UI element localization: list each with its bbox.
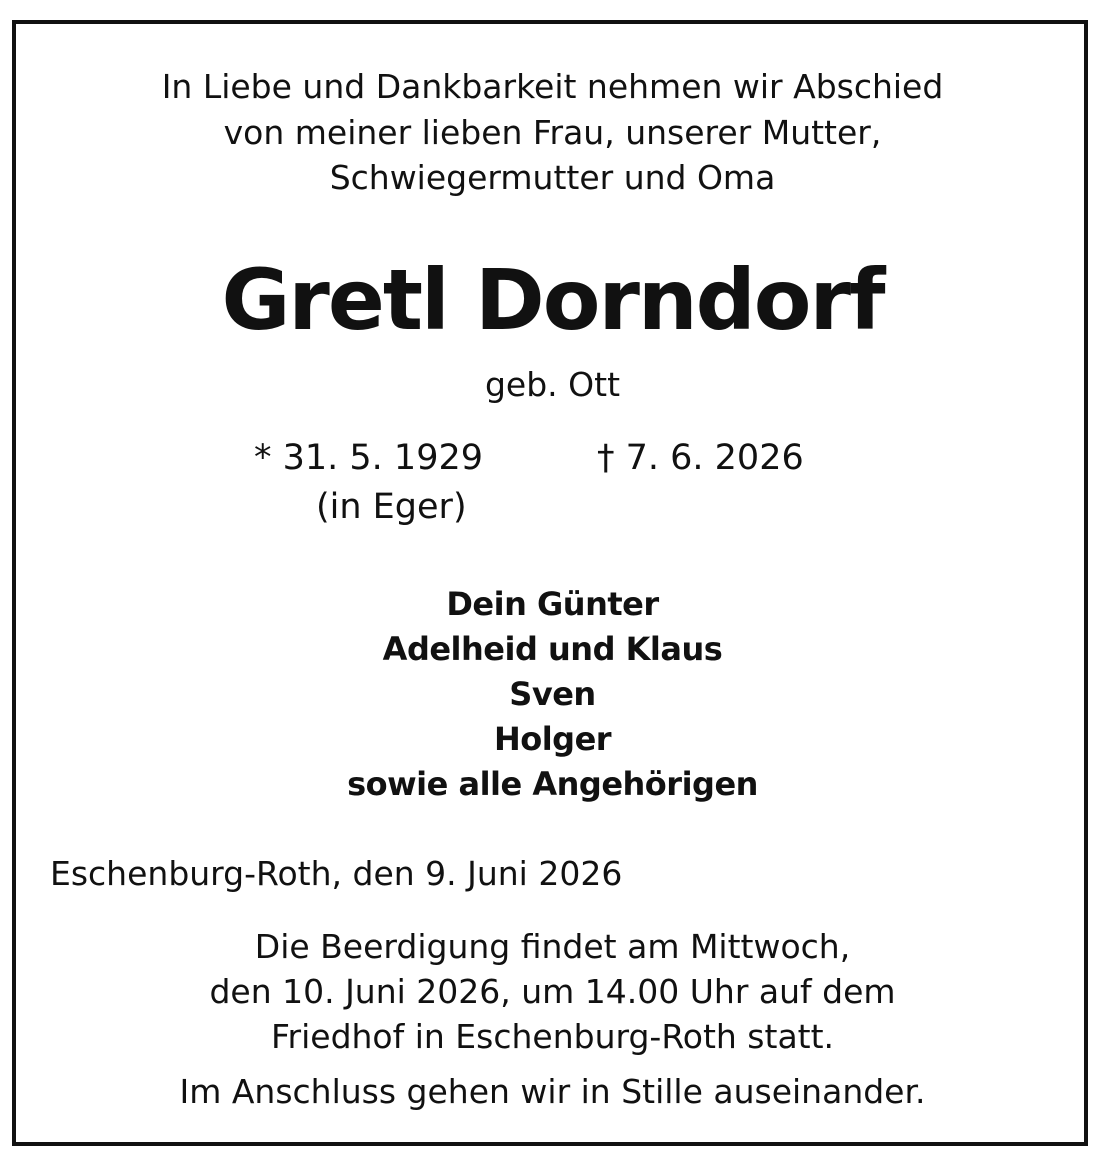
birthplace: (in Eger) (316, 487, 467, 527)
death-date: † 7. 6. 2026 (597, 438, 804, 478)
mourner-2: Adelheid und Klaus (382, 630, 723, 668)
funeral-line-3: Friedhof in Eschenburg-Roth statt. (270, 1017, 835, 1056)
funeral-line-2: den 10. Juni 2026, um 14.00 Uhr auf dem (209, 972, 896, 1011)
mourner-5: sowie alle Angehörigen (347, 765, 758, 803)
intro-line-2: von meiner lieben Frau, unserer Mutter, (223, 113, 882, 152)
intro-line-3: Schwiegermutter und Oma (329, 158, 776, 197)
deceased-name: Gretl Dorndorf (221, 251, 884, 349)
funeral-line-4: Im Anschluss gehen wir in Stille auseinander. (179, 1072, 926, 1111)
mourner-1: Dein Günter (446, 585, 659, 623)
birth-date: * 31. 5. 1929 (254, 438, 484, 478)
mourner-3: Sven (509, 675, 596, 713)
mourner-4: Holger (493, 720, 612, 758)
intro-line-1: In Liebe und Dankbarkeit nehmen wir Abschied (161, 67, 944, 106)
funeral-line-1: Die Beerdigung findet am Mittwoch, (254, 927, 851, 966)
maiden-name: geb. Ott (484, 365, 621, 404)
place-and-date: Eschenburg-Roth, den 9. Juni 2026 (50, 854, 623, 893)
